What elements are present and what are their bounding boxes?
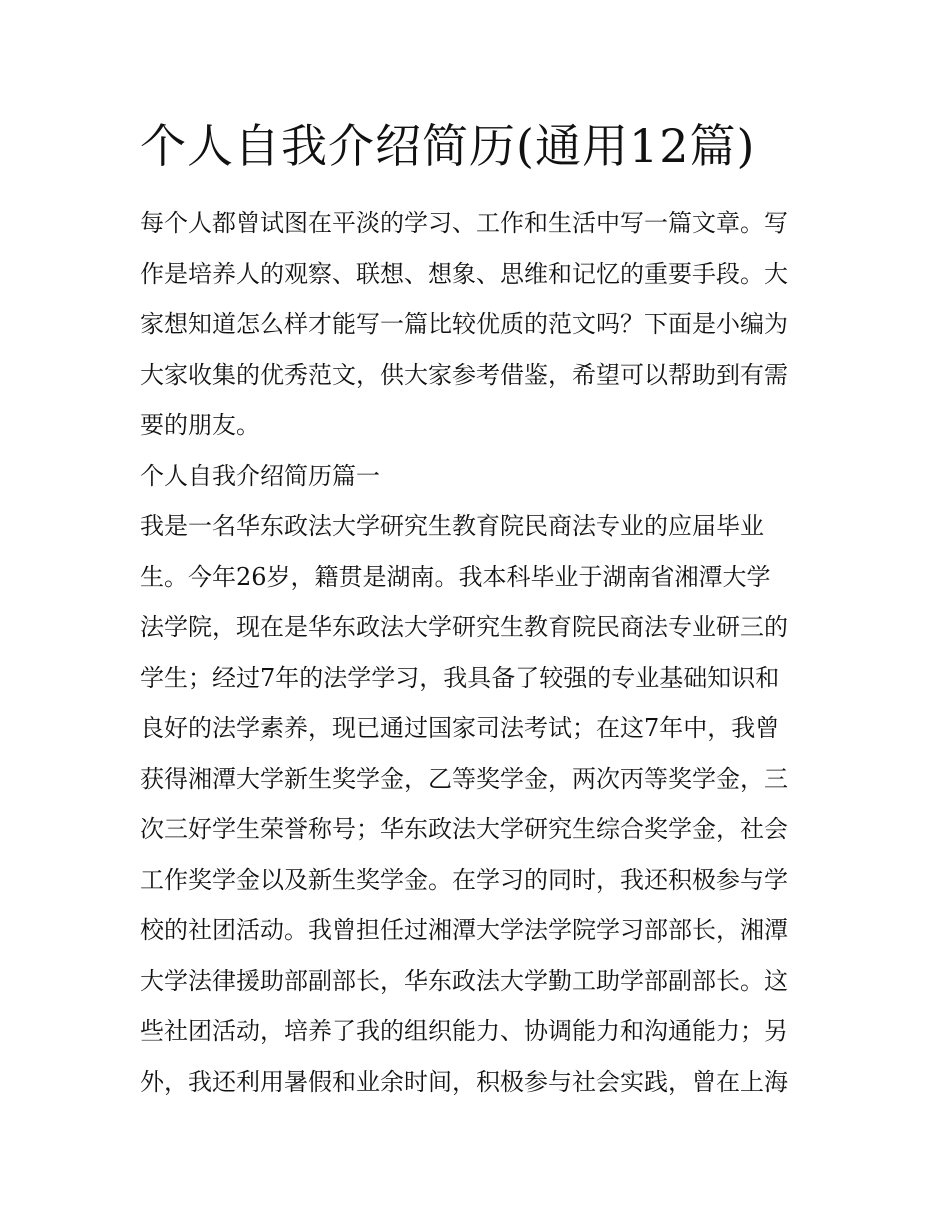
section-line: 法学院，现在是华东政法大学研究生教育院民商法专业研三的 [140, 613, 788, 641]
section-line: 次三好学生荣誉称号；华东政法大学研究生综合奖学金，社会 [140, 815, 788, 843]
section-line: 良好的法学素养，现已通过国家司法考试；在这7年中，我曾 [140, 714, 780, 742]
section-line: 些社团活动，培养了我的组织能力、协调能力和沟通能力；另 [140, 1017, 788, 1045]
document-body [140, 198, 820, 1107]
section-line: 校的社团活动。我曾担任过湘潭大学法学院学习部部长，湘潭 [140, 916, 788, 944]
intro-line: 每个人都曾试图在平淡的学习、工作和生活中写一篇文章。写 [140, 209, 788, 237]
section-line: 工作奖学金以及新生奖学金。在学习的同时，我还积极参与学 [140, 865, 788, 894]
section-line: 生。今年26岁，籍贯是湖南。我本科毕业于湖南省湘潭大学 [140, 562, 771, 591]
section-heading: 个人自我介绍简历篇一 [140, 461, 380, 490]
section-line: 学生；经过7年的法学学习，我具备了较强的专业基础知识和 [140, 663, 780, 692]
section-line: 外，我还利用暑假和业余时间，积极参与社会实践，曾在上海 [140, 1067, 788, 1096]
intro-line: 作是培养人的观察、联想、想象、思维和记忆的重要手段。大 [140, 259, 788, 288]
section-line: 获得湘潭大学新生奖学金，乙等奖学金，两次丙等奖学金，三 [140, 764, 788, 793]
section-line: 大学法律援助部副部长，华东政法大学勤工助学部副部长。这 [140, 966, 788, 995]
intro-line: 大家收集的优秀范文，供大家参考借鉴，希望可以帮助到有需 [140, 360, 788, 389]
intro-line: 家想知道怎么样才能写一篇比较优质的范文吗？下面是小编为 [140, 310, 788, 338]
document-title: 个人自我介绍简历(通用12篇) [140, 119, 756, 173]
intro-line: 要的朋友。 [140, 411, 260, 439]
section-line: 我是一名华东政法大学研究生教育院民商法专业的应届毕业 [140, 512, 764, 540]
